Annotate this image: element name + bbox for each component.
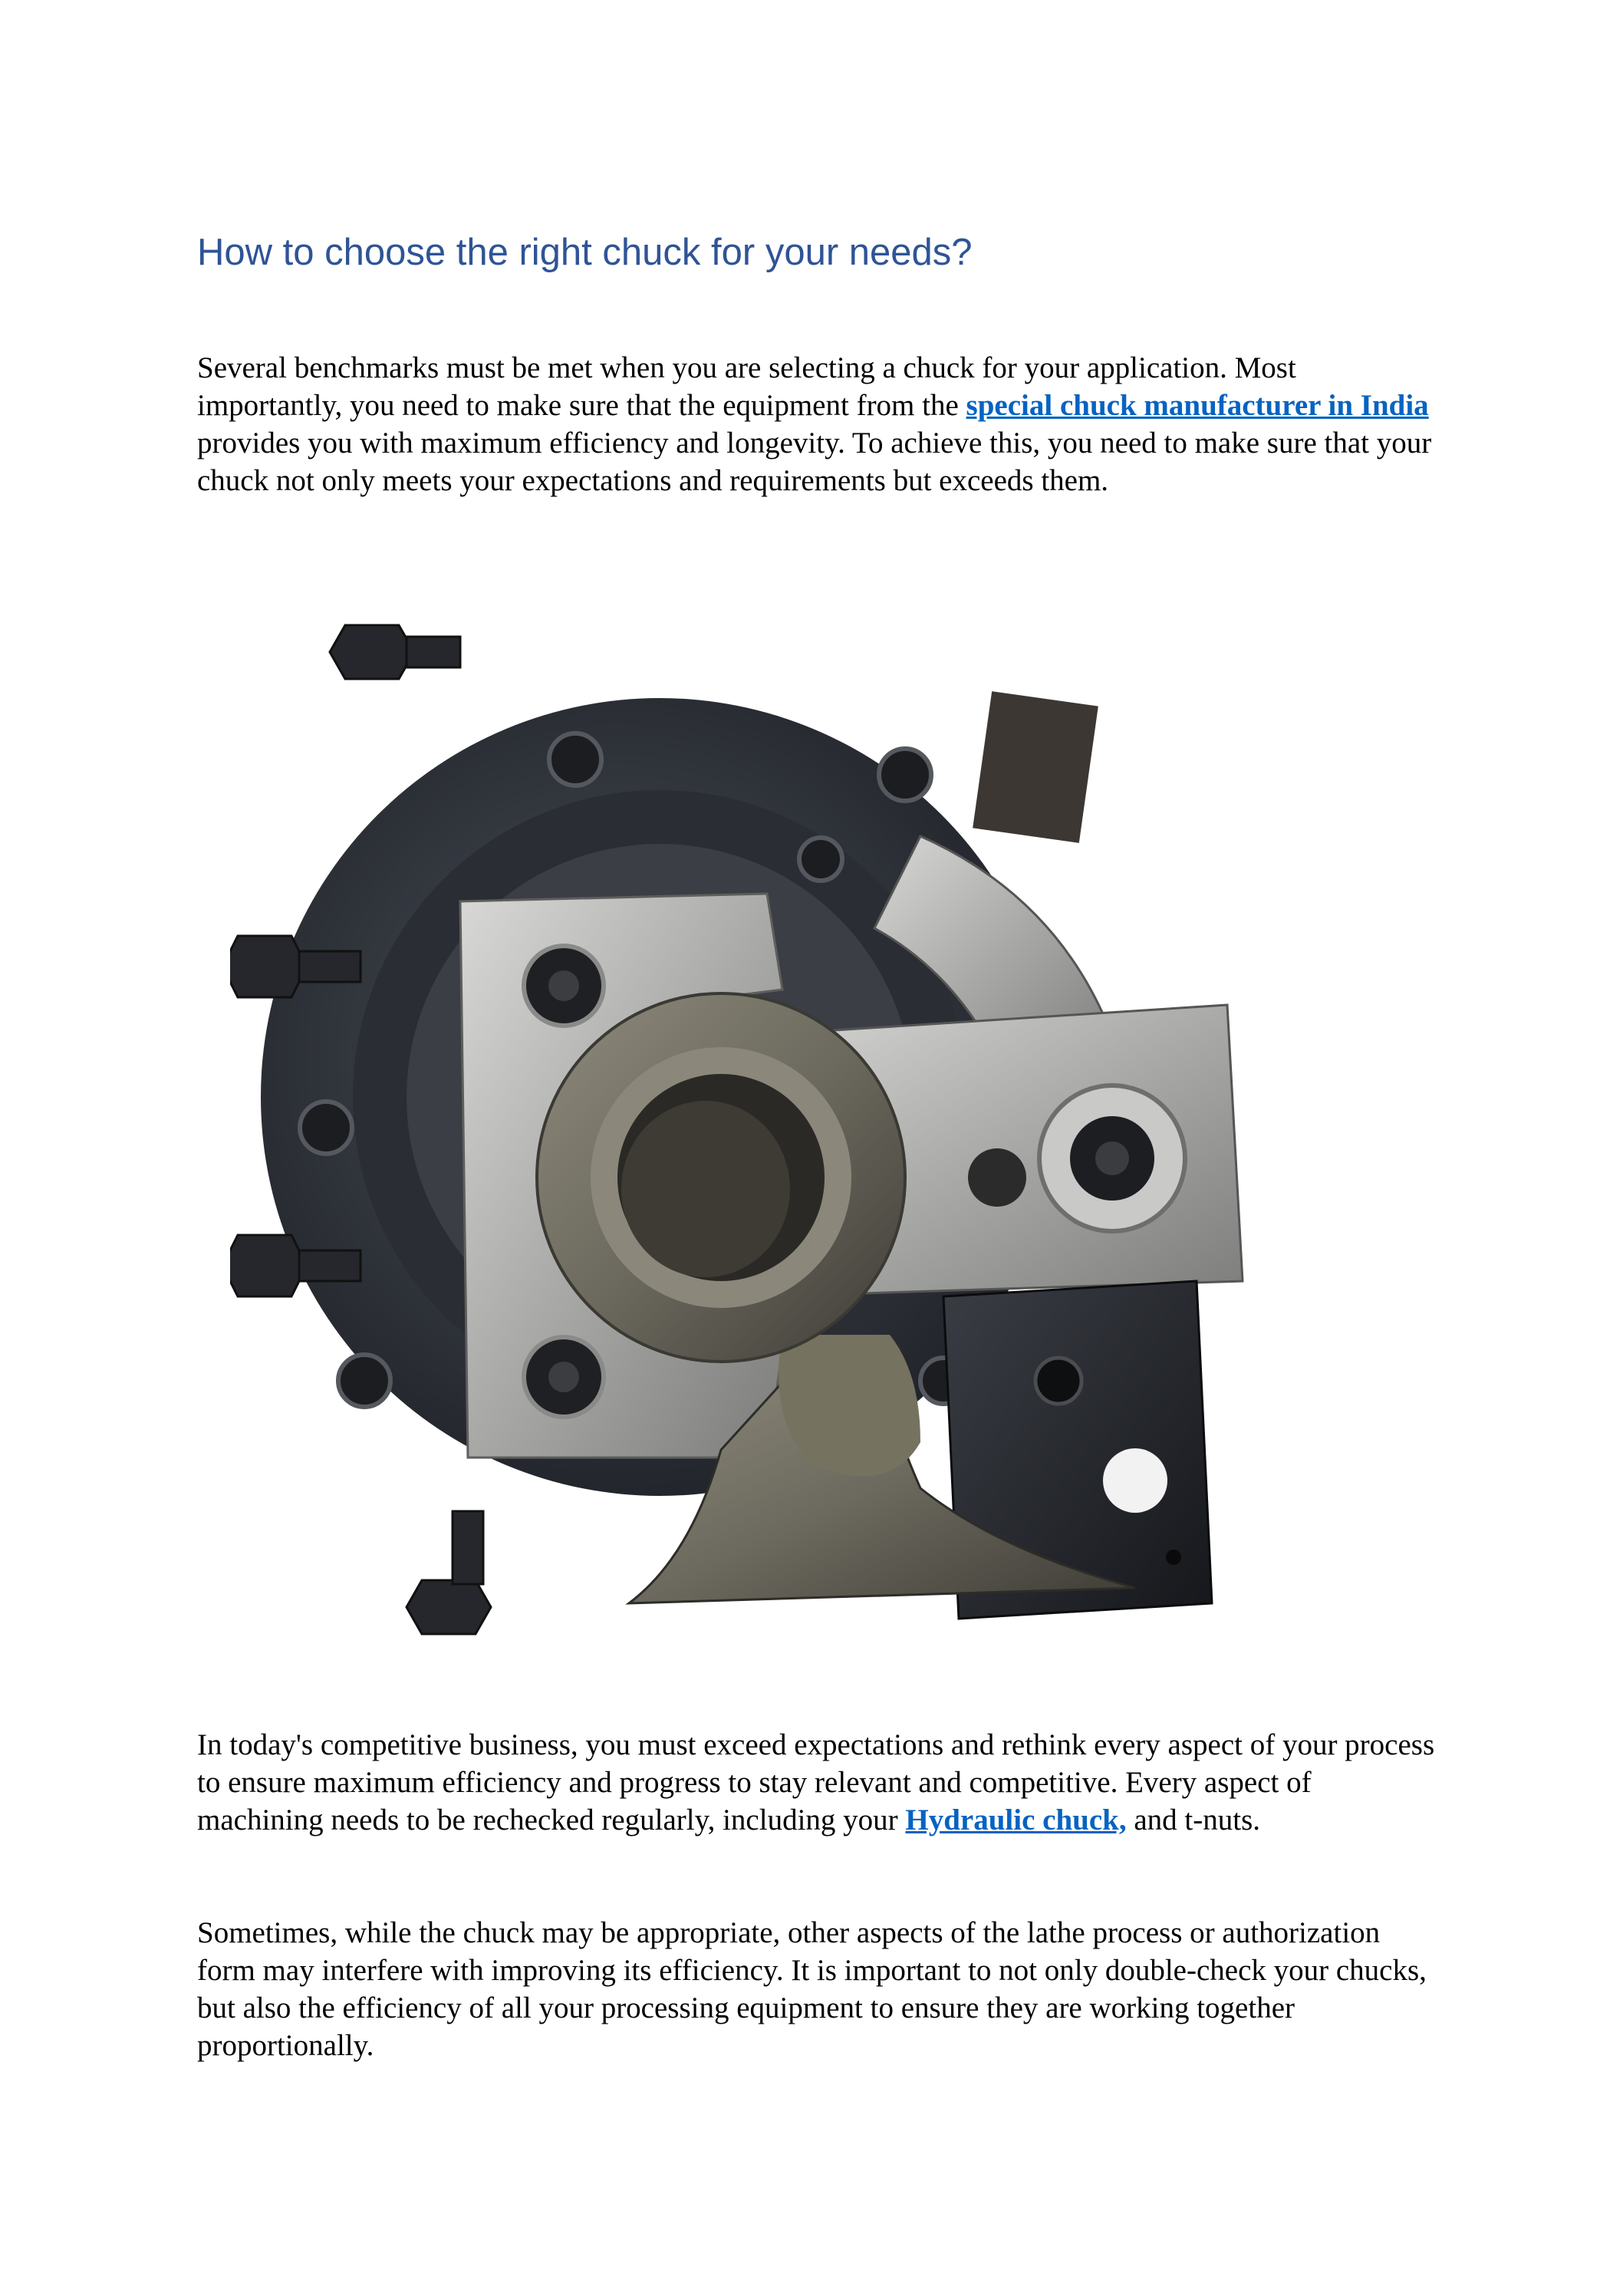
special-chuck-link[interactable]: special chuck manufacturer in India: [966, 389, 1429, 422]
chuck-illustration: [230, 606, 1396, 1665]
paragraph-intro-text-end: provides you with maximum efficiency and longevity. To achieve this, you need to make sure that your chuck not only meets your expectations and requirements but exceeds them.: [197, 427, 1432, 497]
chuck-fixture-image: [230, 606, 1396, 1665]
paragraph-competitive-text-end: and t-nuts.: [1126, 1804, 1261, 1836]
paragraph-intro: [197, 349, 1440, 499]
paragraph-competitive: [197, 1726, 1440, 1839]
paragraph-intro-text-start: Several benchmarks must be met when you are selecting a chuck for your application. Most importantly, you need to make sure that the equipment from the: [197, 351, 1296, 422]
page-title: How to choose the right chuck for your needs?: [197, 232, 973, 273]
hydraulic-chuck-link[interactable]: Hydraulic chuck,: [905, 1804, 1127, 1836]
paragraph-efficiency: Sometimes, while the chuck may be appropriate, other aspects of the lathe process or authorization form may interfere with improving its efficiency. It is important to not only double-check your chucks, but also the efficiency of all your processing equipment to ensure they are working together proportionally.: [197, 1916, 1427, 2062]
paragraph-competitive-text-start: In today's competitive business, you must exceed expectations and rethink every aspect of your process to ensure maximum efficiency and progress to stay relevant and competitive. Every aspect of machining needs to be rechecked regularly, including your: [197, 1728, 1435, 1836]
